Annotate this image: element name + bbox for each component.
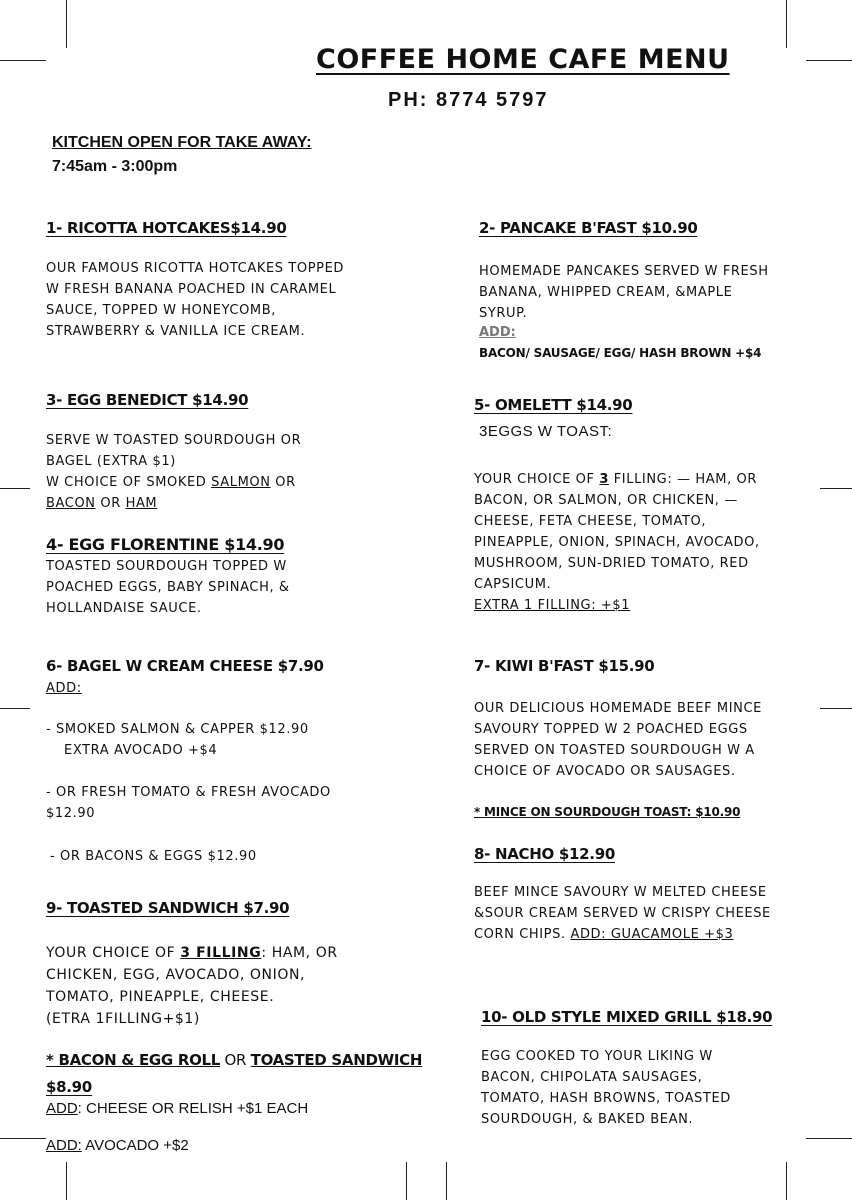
crop-mark (66, 0, 67, 48)
crop-mark (806, 60, 852, 61)
item-8-description (474, 882, 771, 945)
item-7-mince-note: * MINCE ON SOURDOUGH TOAST: $10.90 (474, 805, 741, 819)
desc-line: BACON, OR SALMON, OR CHICKEN, — (474, 493, 738, 508)
desc-line: SERVE W TOASTED SOURDOUGH OR (46, 433, 302, 448)
desc-text: YOUR CHOICE OF (46, 945, 181, 961)
ham-option: HAM (125, 496, 158, 511)
desc-text: FILLING: — HAM, OR (608, 472, 758, 487)
desc-line: HOMEMADE PANCAKES SERVED W FRESH (479, 264, 769, 279)
item-9-description (46, 942, 338, 1030)
desc-line: SYRUP. (479, 306, 528, 321)
crop-mark (0, 60, 46, 61)
desc-line (46, 942, 338, 964)
desc-line: TOASTED SOURDOUGH TOPPED W (46, 559, 287, 574)
crop-mark (820, 488, 852, 489)
desc-text: W CHOICE OF SMOKED (46, 475, 212, 490)
desc-line (474, 469, 760, 490)
desc-line: CHEESE, FETA CHEESE, TOMATO, (474, 514, 707, 529)
roll-price: $8.90 (46, 1078, 92, 1096)
phone-number: PH: 8774 5797 (388, 89, 549, 111)
desc-line: OUR DELICIOUS HOMEMADE BEEF MINCE (474, 701, 762, 716)
item-5-title: 5- OMELETT $14.90 (474, 396, 633, 414)
guacamole-addon: ADD: GUACAMOLE +$3 (570, 927, 734, 942)
crop-mark (786, 0, 787, 48)
desc-line: SERVED ON TOASTED SOURDOUGH W A (474, 743, 755, 758)
add-label: ADD: (46, 1137, 82, 1154)
desc-line: BEEF MINCE SAVOURY W MELTED CHEESE (474, 885, 767, 900)
kitchen-notice: KITCHEN OPEN FOR TAKE AWAY: (52, 134, 312, 151)
extra-filling-note: EXTRA 1 FILLING: +$1 (474, 598, 631, 613)
desc-line: (ETRA 1FILLING+$1) (46, 1011, 200, 1027)
desc-line: &SOUR CREAM SERVED W CRISPY CHEESE (474, 906, 771, 921)
item-4-title: 4- EGG FLORENTINE $14.90 (46, 535, 285, 554)
add-label: ADD (46, 1100, 78, 1117)
item-1-description (46, 258, 344, 342)
crop-mark (406, 1162, 407, 1200)
add-text: : CHEESE OR RELISH +$1 EACH (77, 1100, 309, 1117)
item-9-title: 9- TOASTED SANDWICH $7.90 (46, 899, 290, 917)
bacon-option: BACON (46, 496, 96, 511)
desc-line (474, 924, 771, 945)
crop-mark (786, 1162, 787, 1200)
item-3-title: 3- EGG BENEDICT $14.90 (46, 391, 249, 409)
crop-mark (0, 1138, 46, 1139)
salmon-option: SALMON (211, 475, 271, 490)
desc-line: EGG COOKED TO YOUR LIKING W (481, 1049, 713, 1064)
desc-line: SAUCE, TOPPED W HONEYCOMB, (46, 303, 277, 318)
item-7-title: 7- KIWI B'FAST $15.90 (474, 657, 655, 675)
item-6-add-label: ADD: (46, 681, 82, 696)
crop-mark (446, 1162, 447, 1200)
desc-line: W FRESH BANANA POACHED IN CARAMEL (46, 282, 337, 297)
item-2-add-options: BACON/ SAUSAGE/ EGG/ HASH BROWN +$4 (479, 346, 762, 360)
opening-hours: 7:45am - 3:00pm (52, 158, 178, 175)
item-8-title: 8- NACHO $12.90 (474, 845, 615, 863)
desc-line: MUSHROOM, SUN-DRIED TOMATO, RED (474, 556, 749, 571)
item-7-description (474, 698, 762, 782)
item-2-title: 2- PANCAKE B'FAST $10.90 (479, 219, 698, 237)
roll-title-a: * BACON & EGG ROLL (46, 1051, 221, 1069)
item-3-description (46, 430, 301, 514)
menu-title: COFFEE HOME CAFE MENU (316, 44, 730, 75)
roll-title-b: TOASTED SANDWICH (250, 1051, 423, 1069)
desc-line: POACHED EGGS, BABY SPINACH, & (46, 580, 290, 595)
desc-line: BAGEL (EXTRA $1) (46, 454, 176, 469)
desc-line: TOMATO, HASH BROWNS, TOASTED (481, 1091, 731, 1106)
item-10-title: 10- OLD STYLE MIXED GRILL $18.90 (481, 1008, 773, 1026)
item-6-option-2: - OR FRESH TOMATO & FRESH AVOCADO (46, 785, 331, 800)
crop-mark (820, 708, 852, 709)
filling-count: 3 (599, 472, 609, 487)
desc-text: OR (95, 496, 126, 511)
roll-add-2 (46, 1137, 189, 1154)
desc-line (46, 493, 301, 514)
desc-line: CHOICE OF AVOCADO OR SAUSAGES. (474, 764, 736, 779)
item-6-option-2-price: $12.90 (46, 806, 96, 821)
item-6-option-3: - OR BACONS & EGGS $12.90 (50, 849, 257, 864)
item-5-description (474, 469, 760, 616)
item-6-option-1: - SMOKED SALMON & CAPPER $12.90 (46, 722, 309, 737)
add-text: AVOCADO +$2 (81, 1137, 189, 1154)
item-2-description (479, 261, 769, 324)
desc-line: SAVOURY TOPPED W 2 POACHED EGGS (474, 722, 748, 737)
item-5-subtitle: 3EGGS W TOAST: (479, 423, 613, 440)
item-2-add-label: ADD: (479, 325, 516, 340)
desc-line: BANANA, WHIPPED CREAM, &MAPLE (479, 285, 733, 300)
item-10-description (481, 1046, 731, 1130)
desc-line: CAPSICUM. (474, 577, 552, 592)
crop-mark (66, 1162, 67, 1200)
desc-text: YOUR CHOICE OF (474, 472, 600, 487)
crop-mark (0, 708, 30, 709)
desc-line: TOMATO, PINEAPPLE, CHEESE. (46, 989, 275, 1005)
item-6-title: 6- BAGEL W CREAM CHEESE $7.90 (46, 657, 324, 675)
desc-text: CORN CHIPS. (474, 927, 571, 942)
desc-text: : HAM, OR (261, 945, 338, 961)
roll-title (46, 1051, 422, 1069)
desc-line: CHICKEN, EGG, AVOCADO, ONION, (46, 967, 306, 983)
item-6-option-1-extra: EXTRA AVOCADO +$4 (64, 743, 218, 758)
roll-title-or: OR (220, 1051, 251, 1069)
desc-line: OUR FAMOUS RICOTTA HOTCAKES TOPPED (46, 261, 345, 276)
filling-count: 3 FILLING (180, 945, 262, 961)
roll-add-1 (46, 1100, 308, 1117)
desc-line (46, 472, 301, 493)
desc-line: STRAWBERRY & VANILLA ICE CREAM. (46, 324, 306, 339)
crop-mark (0, 488, 30, 489)
item-4-description (46, 556, 290, 619)
crop-mark (806, 1138, 852, 1139)
desc-line: BACON, CHIPOLATA SAUSAGES, (481, 1070, 703, 1085)
desc-line: HOLLANDAISE SAUCE. (46, 601, 202, 616)
desc-line: PINEAPPLE, ONION, SPINACH, AVOCADO, (474, 535, 760, 550)
desc-line: SOURDOUGH, & BAKED BEAN. (481, 1112, 694, 1127)
desc-text: OR (270, 475, 296, 490)
item-1-title: 1- RICOTTA HOTCAKES$14.90 (46, 219, 287, 237)
